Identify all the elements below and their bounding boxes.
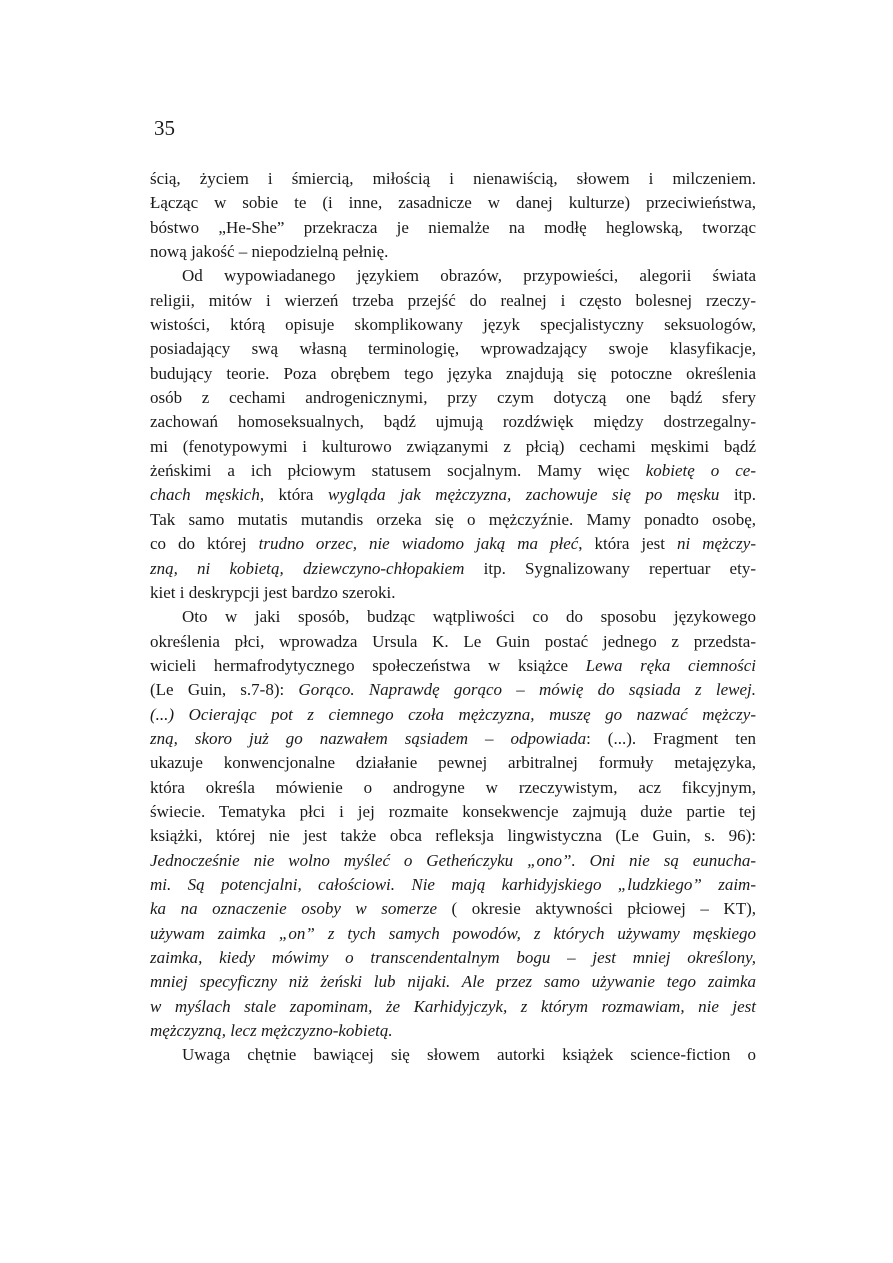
- italic-text: zną, skoro już go nazwałem sąsiadem – odpowiada: [150, 728, 587, 748]
- italic-text: mężczyzną, lecz mężczyzno-kobietą.: [150, 1021, 393, 1041]
- text-span: (Le Guin, s.7-8):: [150, 680, 299, 700]
- text-line: [150, 216, 756, 240]
- text-line: [150, 289, 756, 313]
- text-line: [150, 897, 756, 921]
- text-line: [150, 995, 756, 1019]
- text-span: itp. Sygnalizowany repertuar ety-: [464, 558, 756, 578]
- text-line: [150, 824, 756, 848]
- text-line: [150, 386, 756, 410]
- text-span: wistości, którą opisuje skomplikowany język specjalistyczny seksuologów,: [150, 315, 756, 335]
- text-span: ( okresie aktywności płciowej – KT),: [437, 899, 756, 919]
- text-line: [150, 678, 756, 702]
- text-span: Uwaga chętnie bawiącej się słowem autorki książek science-fiction o: [182, 1045, 756, 1065]
- text-line: [150, 1019, 756, 1043]
- text-line: [150, 264, 756, 288]
- text-line: [150, 800, 756, 824]
- text-line: [150, 630, 756, 654]
- text-line: [150, 703, 756, 727]
- italic-text: zną, ni kobietą, dziewczyno-chłopakiem: [150, 558, 465, 578]
- text-span: : (...). Fragment ten: [586, 728, 756, 748]
- text-line: [150, 581, 756, 605]
- text-span: która określa mówienie o androgyne w rzeczywistym, acz fikcyjnym,: [150, 777, 756, 797]
- body-text: [150, 167, 756, 1068]
- text-line: [150, 922, 756, 946]
- text-line: [150, 727, 756, 751]
- text-span: zachowań homoseksualnych, bądź ujmują rozdźwięk między dostrzegalny-: [150, 412, 756, 432]
- italic-text: zaimka, kiedy mówimy o transcendentalnym bogu – jest mniej określony,: [150, 948, 756, 967]
- text-span: Oto w jaki sposób, budząc wątpliwości co do sposobu językowego: [182, 607, 756, 627]
- text-line: [150, 605, 756, 629]
- text-line: [150, 1043, 756, 1067]
- italic-text: Gorąco. Naprawdę gorąco – mówię do sąsiada z lewej.: [298, 680, 756, 700]
- italic-text: wygląda jak mężczyzna, zachowuje się po męsku: [327, 485, 720, 505]
- italic-text: ka na oznaczenie osoby w somerze: [150, 899, 438, 919]
- text-span: określenia płci, wprowadza Ursula K. Le Guin postać jednego z przedsta-: [150, 631, 756, 651]
- text-line: [150, 849, 756, 873]
- text-line: [150, 776, 756, 800]
- text-line: [150, 167, 756, 191]
- text-line: [150, 873, 756, 897]
- text-span: budujący teorie. Poza obrębem tego języka znajdują się potoczne określenia: [150, 363, 756, 383]
- text-span: co do której: [150, 534, 259, 554]
- text-line: [150, 410, 756, 434]
- text-line: [150, 362, 756, 386]
- text-line: [150, 946, 756, 970]
- text-span: Tak samo mutatis mutandis orzeka się o mężczyźnie. Mamy ponadto osobę,: [150, 509, 756, 529]
- text-line: [150, 337, 756, 361]
- italic-text: Jednocześnie nie wolno myśleć o Getheńczyku „ono”. Oni nie są eunucha-: [150, 850, 756, 870]
- text-span: ścią, życiem i śmiercią, miłością i nienawiścią, słowem i milczeniem.: [150, 169, 756, 188]
- italic-text: chach męskich: [150, 485, 260, 505]
- italic-text: Lewa ręka ciemności: [585, 655, 756, 675]
- text-line: [150, 557, 756, 581]
- text-span: kiet i deskrypcji jest bardzo szeroki.: [150, 582, 396, 602]
- text-line: [150, 459, 756, 483]
- text-span: Łącząc w sobie te (i inne, zasadnicze w danej kulturze) przeciwieństwa,: [150, 193, 756, 213]
- italic-text: mniej specyficzny niż żeński lub nijaki. Ale przez samo używanie tego zaimka: [150, 972, 756, 992]
- text-span: wicieli hermafrodytycznego społeczeństwa w książce: [150, 655, 586, 675]
- text-line: [150, 191, 756, 215]
- italic-text: ni mężczy-: [677, 534, 756, 554]
- page-number: 35: [154, 116, 175, 140]
- text-span: bóstwo „He-She” przekracza je niemalże na modłę heglowską, tworząc: [150, 217, 756, 237]
- text-line: [150, 508, 756, 532]
- text-span: żeńskimi a ich płciowym statusem socjalnym. Mamy więc: [150, 461, 646, 481]
- italic-text: trudno orzec, nie wiadomo jaką ma płeć: [258, 534, 579, 554]
- text-line: [150, 240, 756, 264]
- text-span: religii, mitów i wierzeń trzeba przejść do realnej i często bolesnej rzeczy-: [150, 290, 756, 310]
- text-span: mi (fenotypowymi i kulturowo związanymi z płcią) cechami męskimi bądź: [150, 436, 756, 456]
- text-span: świecie. Tematyka płci i jej rozmaite konsekwencje zajmują duże partie tej: [150, 801, 756, 821]
- text-line: [150, 483, 756, 507]
- text-span: , która: [259, 485, 328, 505]
- text-span: itp.: [719, 485, 757, 505]
- text-span: posiadający swą własną terminologię, wprowadzający swoje klasyfikacje,: [150, 339, 756, 359]
- text-line: [150, 751, 756, 775]
- text-span: osób z cechami androgenicznymi, przy czym dotyczą one bądź sfery: [150, 388, 756, 408]
- text-span: nową jakość – niepodzielną pełnię.: [150, 242, 389, 262]
- italic-text: używam zaimka „on” z tych samych powodów, z których używamy męskiego: [150, 923, 756, 943]
- text-line: [150, 435, 756, 459]
- text-line: [150, 532, 756, 556]
- text-span: Od wypowiadanego językiem obrazów, przypowieści, alegorii świata: [182, 266, 756, 286]
- text-span: książki, której nie jest także obca refleksja lingwistyczna (Le Guin, s. 96):: [150, 826, 756, 846]
- text-span: ukazuje konwencjonalne działanie pewnej arbitralnej formuły metajęzyka,: [150, 753, 756, 773]
- text-line: [150, 970, 756, 994]
- italic-text: (...) Ocierając pot z ciemnego czoła mężczyzna, muszę go nazwać mężczy-: [150, 704, 756, 724]
- text-line: [150, 654, 756, 678]
- text-line: [150, 313, 756, 337]
- italic-text: kobietę o ce-: [645, 461, 756, 481]
- italic-text: w myślach stale zapominam, że Karhidyjczyk, z którym rozmawiam, nie jest: [150, 996, 756, 1016]
- text-span: , która jest: [578, 534, 677, 554]
- italic-text: mi. Są potencjalni, całościowi. Nie mają karhidyjskiego „ludzkiego” zaim-: [150, 874, 756, 894]
